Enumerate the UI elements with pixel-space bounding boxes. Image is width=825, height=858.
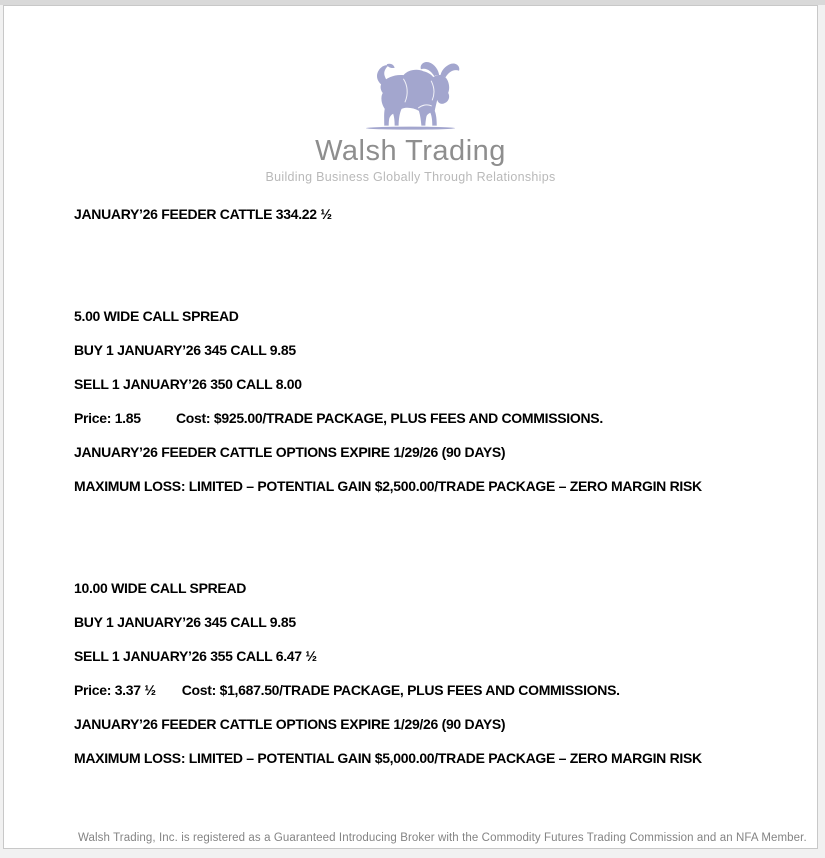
brand-name: Walsh Trading <box>315 135 506 167</box>
document-page <box>3 5 818 849</box>
footer-disclaimer: Walsh Trading, Inc. is registered as a Guaranteed Introducing Broker with the Commodity Futures Trading Commission and an NFA Member. <box>78 832 807 844</box>
section-1-price: Price: 1.85 <box>74 410 141 426</box>
section-2-cost: Cost: $1,687.50/TRADE PACKAGE, PLUS FEES AND COMMISSIONS. <box>181 682 620 698</box>
section-1-expiry-line: JANUARY’26 FEEDER CATTLE OPTIONS EXPIRE 1/29/26 (90 DAYS) <box>74 444 506 460</box>
section-1-risk-line: MAXIMUM LOSS: LIMITED – POTENTIAL GAIN $2,500.00/TRADE PACKAGE – ZERO MARGIN RISK <box>74 478 702 494</box>
brand-tagline: Building Business Globally Through Relationships <box>265 170 556 184</box>
section-2-risk-line: MAXIMUM LOSS: LIMITED – POTENTIAL GAIN $5,000.00/TRADE PACKAGE – ZERO MARGIN RISK <box>74 750 702 766</box>
section-2-title: 10.00 WIDE CALL SPREAD <box>74 580 247 596</box>
contract-headline: JANUARY’26 FEEDER CATTLE 334.22 ½ <box>74 206 332 222</box>
section-2-price-cost-line <box>74 681 777 700</box>
bull-logo-icon <box>359 50 463 134</box>
section-2-price: Price: 3.37 ½ <box>74 682 156 698</box>
company-logo <box>4 50 817 184</box>
section-2-sell-line: SELL 1 JANUARY’26 355 CALL 6.47 ½ <box>74 648 317 664</box>
section-1-title: 5.00 WIDE CALL SPREAD <box>74 308 239 324</box>
section-2-expiry-line: JANUARY’26 FEEDER CATTLE OPTIONS EXPIRE 1/29/26 (90 DAYS) <box>74 716 506 732</box>
section-1-sell-line: SELL 1 JANUARY’26 350 CALL 8.00 <box>74 376 302 392</box>
section-1-price-cost-line <box>74 409 777 428</box>
section-1-buy-line: BUY 1 JANUARY’26 345 CALL 9.85 <box>74 342 296 358</box>
section-2-buy-line: BUY 1 JANUARY’26 345 CALL 9.85 <box>74 614 296 630</box>
section-1-cost: Cost: $925.00/TRADE PACKAGE, PLUS FEES AND COMMISSIONS. <box>176 410 603 426</box>
